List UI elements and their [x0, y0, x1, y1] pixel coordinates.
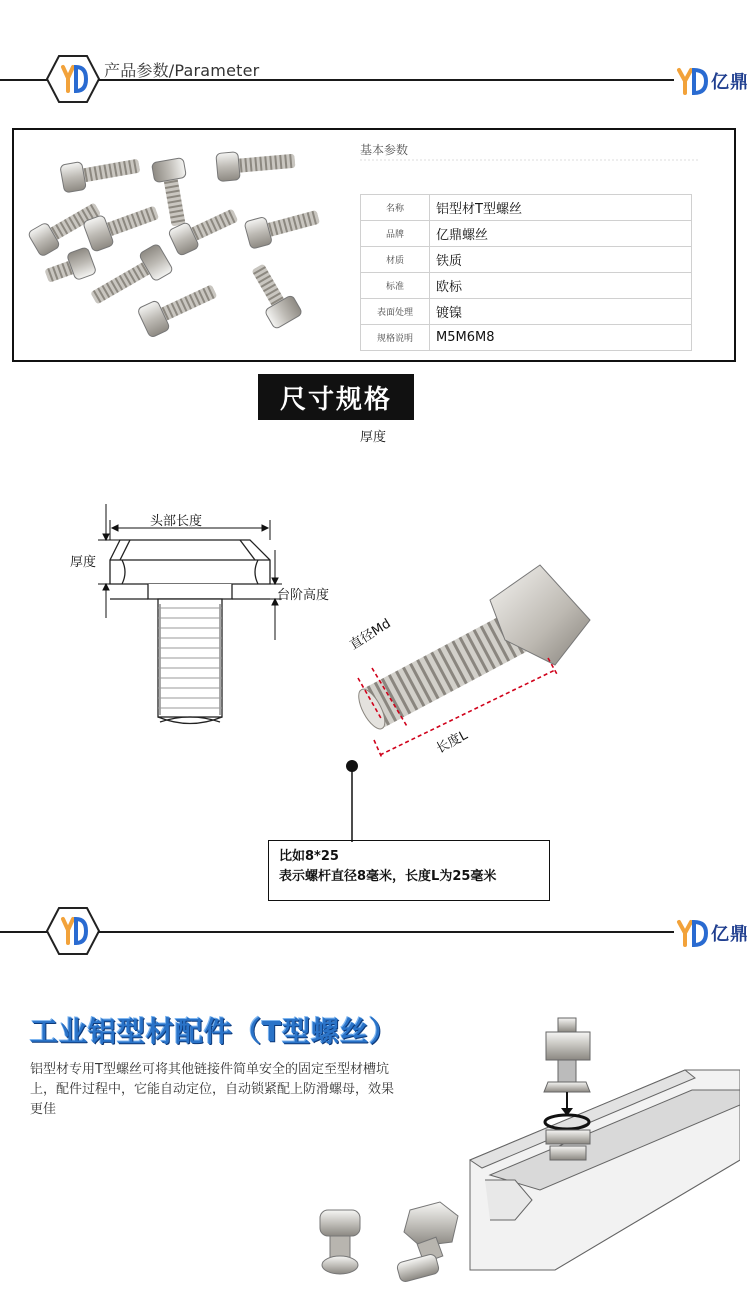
table-row — [361, 299, 692, 325]
yd-hex-logo — [46, 54, 100, 104]
param-key: 品牌 — [361, 221, 430, 247]
table-row — [361, 195, 692, 221]
promo-title: 工业铝型材配件（T型螺丝） — [30, 1015, 399, 1048]
param-value: 镀镍 — [430, 299, 692, 325]
header-rule-left — [0, 79, 50, 81]
table-row — [361, 325, 692, 351]
size-section-title: 尺寸规格 — [258, 374, 414, 420]
section-title-parameter: 产品参数/Parameter — [104, 61, 260, 80]
example-line-1: 比如8*25 — [279, 849, 339, 864]
param-value: 铁质 — [430, 247, 692, 273]
param-key: 材质 — [361, 247, 430, 273]
brand-logo — [676, 918, 749, 948]
yd-logo-icon — [676, 66, 708, 96]
params-table — [360, 194, 692, 351]
t-bolt-dimension-drawing — [60, 500, 360, 740]
brand-name: 亿鼎 — [711, 72, 749, 93]
yd-logo-icon — [676, 918, 708, 948]
param-key: 名称 — [361, 195, 430, 221]
header2-rule-left — [0, 931, 50, 933]
table-row — [361, 273, 692, 299]
t-bolt-product-photo — [20, 136, 340, 356]
header2-rule-right — [98, 931, 674, 933]
size-example-callout — [268, 840, 550, 901]
promo-description: 铝型材专用T型螺丝可将其他链接件简单安全的固定至型材槽坑上，配件过程中，它能自动定位，自动锁紧配上防滑螺母，效果更佳 — [30, 1062, 395, 1117]
param-value: 欧标 — [430, 273, 692, 299]
yd-hex-logo — [46, 906, 100, 956]
thickness-label: 厚度 — [70, 555, 97, 570]
step-height-label: 台阶高度 — [277, 588, 330, 603]
table-row — [361, 247, 692, 273]
param-value: 亿鼎螺丝 — [430, 221, 692, 247]
head-length-label: 头部长度 — [150, 514, 203, 529]
param-key: 规格说明 — [361, 325, 430, 351]
thickness-caption: 厚度 — [360, 430, 387, 445]
brand-logo — [676, 66, 749, 96]
brand-name: 亿鼎 — [711, 924, 749, 945]
param-value: M5M6M8 — [430, 325, 692, 351]
param-value: 铝型材T型螺丝 — [430, 195, 692, 221]
param-key: 表面处理 — [361, 299, 430, 325]
t-bolt-assembly-illustration — [300, 1010, 740, 1285]
length-label: 长度L — [433, 727, 471, 757]
callout-pointer — [340, 758, 364, 842]
table-row — [361, 221, 692, 247]
params-title-underline — [360, 157, 700, 163]
example-line-2: 表示螺杆直径8毫米，长度L为25毫米 — [279, 869, 497, 884]
params-title: 基本参数 — [360, 143, 409, 157]
param-key: 标准 — [361, 273, 430, 299]
diameter-label: 直径Md — [347, 616, 394, 654]
